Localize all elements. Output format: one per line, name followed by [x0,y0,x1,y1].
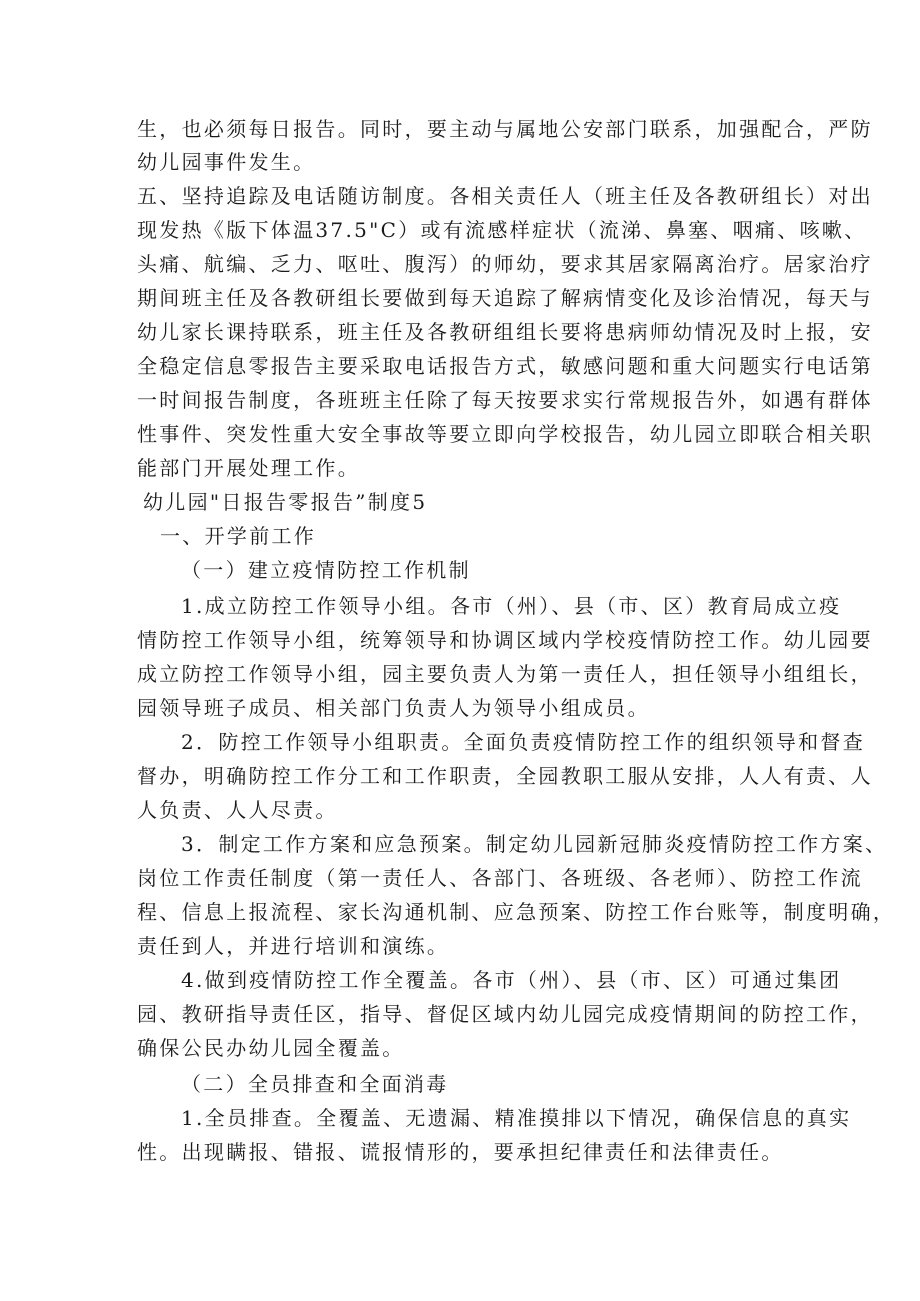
text-line: 一时间报告制度，各班班主任除了每天按要求实行常规报告外，如遇有群体 [137,388,873,412]
text-line: 责任到人，并进行培训和演练。 [137,934,450,958]
text-line: 1.全员排查。全覆盖、无遗漏、精准摸排以下情况，确保信息的真实 [181,1106,852,1130]
text-line: 4.做到疫情防控工作全覆盖。各市（州）、县（市、区）可通过集团 [181,968,842,992]
text-line: 头痛、航编、乏力、呕吐、腹泻）的师幼，要求其居家隔离治疗。居家治疗 [137,252,873,276]
text-line: 性事件、突发性重大安全事故等要立即向学校报告，幼儿园立即联合相关职 [137,422,873,446]
text-line: 程、信息上报流程、家长沟通机制、应急预案、防控工作台账等，制度明确， [137,900,896,924]
text-line: 人负责、人人尽责。 [137,798,338,822]
text-line: 成立防控工作领导小组，园主要负责人为第一责任人，担任领导小组组长， [137,662,873,686]
text-line: 园领导班子成员、相关部门负责人为领导小组成员。 [137,696,650,720]
text-line: 3．制定工作方案和应急预案。制定幼儿园新冠肺炎疫情防控工作方案、 [181,832,888,856]
subsection-heading: 一、开学前工作 [160,524,317,548]
text-line: 1.成立防控工作领导小组。各市（州）、县（市、区）教育局成立疫 [181,594,842,618]
text-line: 督办，明确防控工作分工和工作职责，全园教职工服从安排，人人有责、人 [137,764,873,788]
text-line: 期间班主任及各教研组长要做到每天追踪了解病情变化及诊治情况，每天与 [137,286,873,310]
text-line: 情防控工作领导小组，统筹领导和协调区域内学校疫情防控工作。幼儿园要 [137,628,873,652]
text-line: 全稳定信息零报告主要采取电话报告方式，敏感问题和重大问题实行电话第 [137,354,873,378]
text-line: 确保公民办幼儿园全覆盖。 [137,1036,405,1060]
section-heading: 幼儿园"日报告零报告”制度5 [143,490,428,514]
subsection-heading: （一）建立疫情防控工作机制 [181,558,471,582]
text-line: 现发热《版下体温37.5"C）或有流感样症状（流涕、鼻塞、咽痛、咳嗽、 [137,218,867,242]
text-line: 岗位工作责任制度（第一责任人、各部门、各班级、各老师）、防控工作流 [137,866,863,890]
text-line: 2．防控工作领导小组职责。全面负责疫情防控工作的组织领导和督查 [181,730,866,754]
text-line: 幼儿园事件发生。 [137,150,316,174]
text-line: 性。出现瞒报、错报、谎报情形的，要承担纪律责任和法律责任。 [137,1140,784,1164]
text-line: 园、教研指导责任区，指导、督促区域内幼儿园完成疫情期间的防控工作， [137,1002,873,1026]
text-line: 生，也必须每日报告。同时，要主动与属地公安部门联系，加强配合，严防 [137,117,873,141]
text-line: 五、坚持追踪及电话随访制度。各相关责任人（班主任及各教研组长）对出 [137,184,873,208]
text-line: 幼儿家长课持联系，班主任及各教研组组长要将患病师幼情况及时上报，安 [137,320,873,344]
text-line: 能部门开展处理工作。 [137,456,360,480]
subsection-heading: （二）全员排查和全面消毒 [181,1072,449,1096]
